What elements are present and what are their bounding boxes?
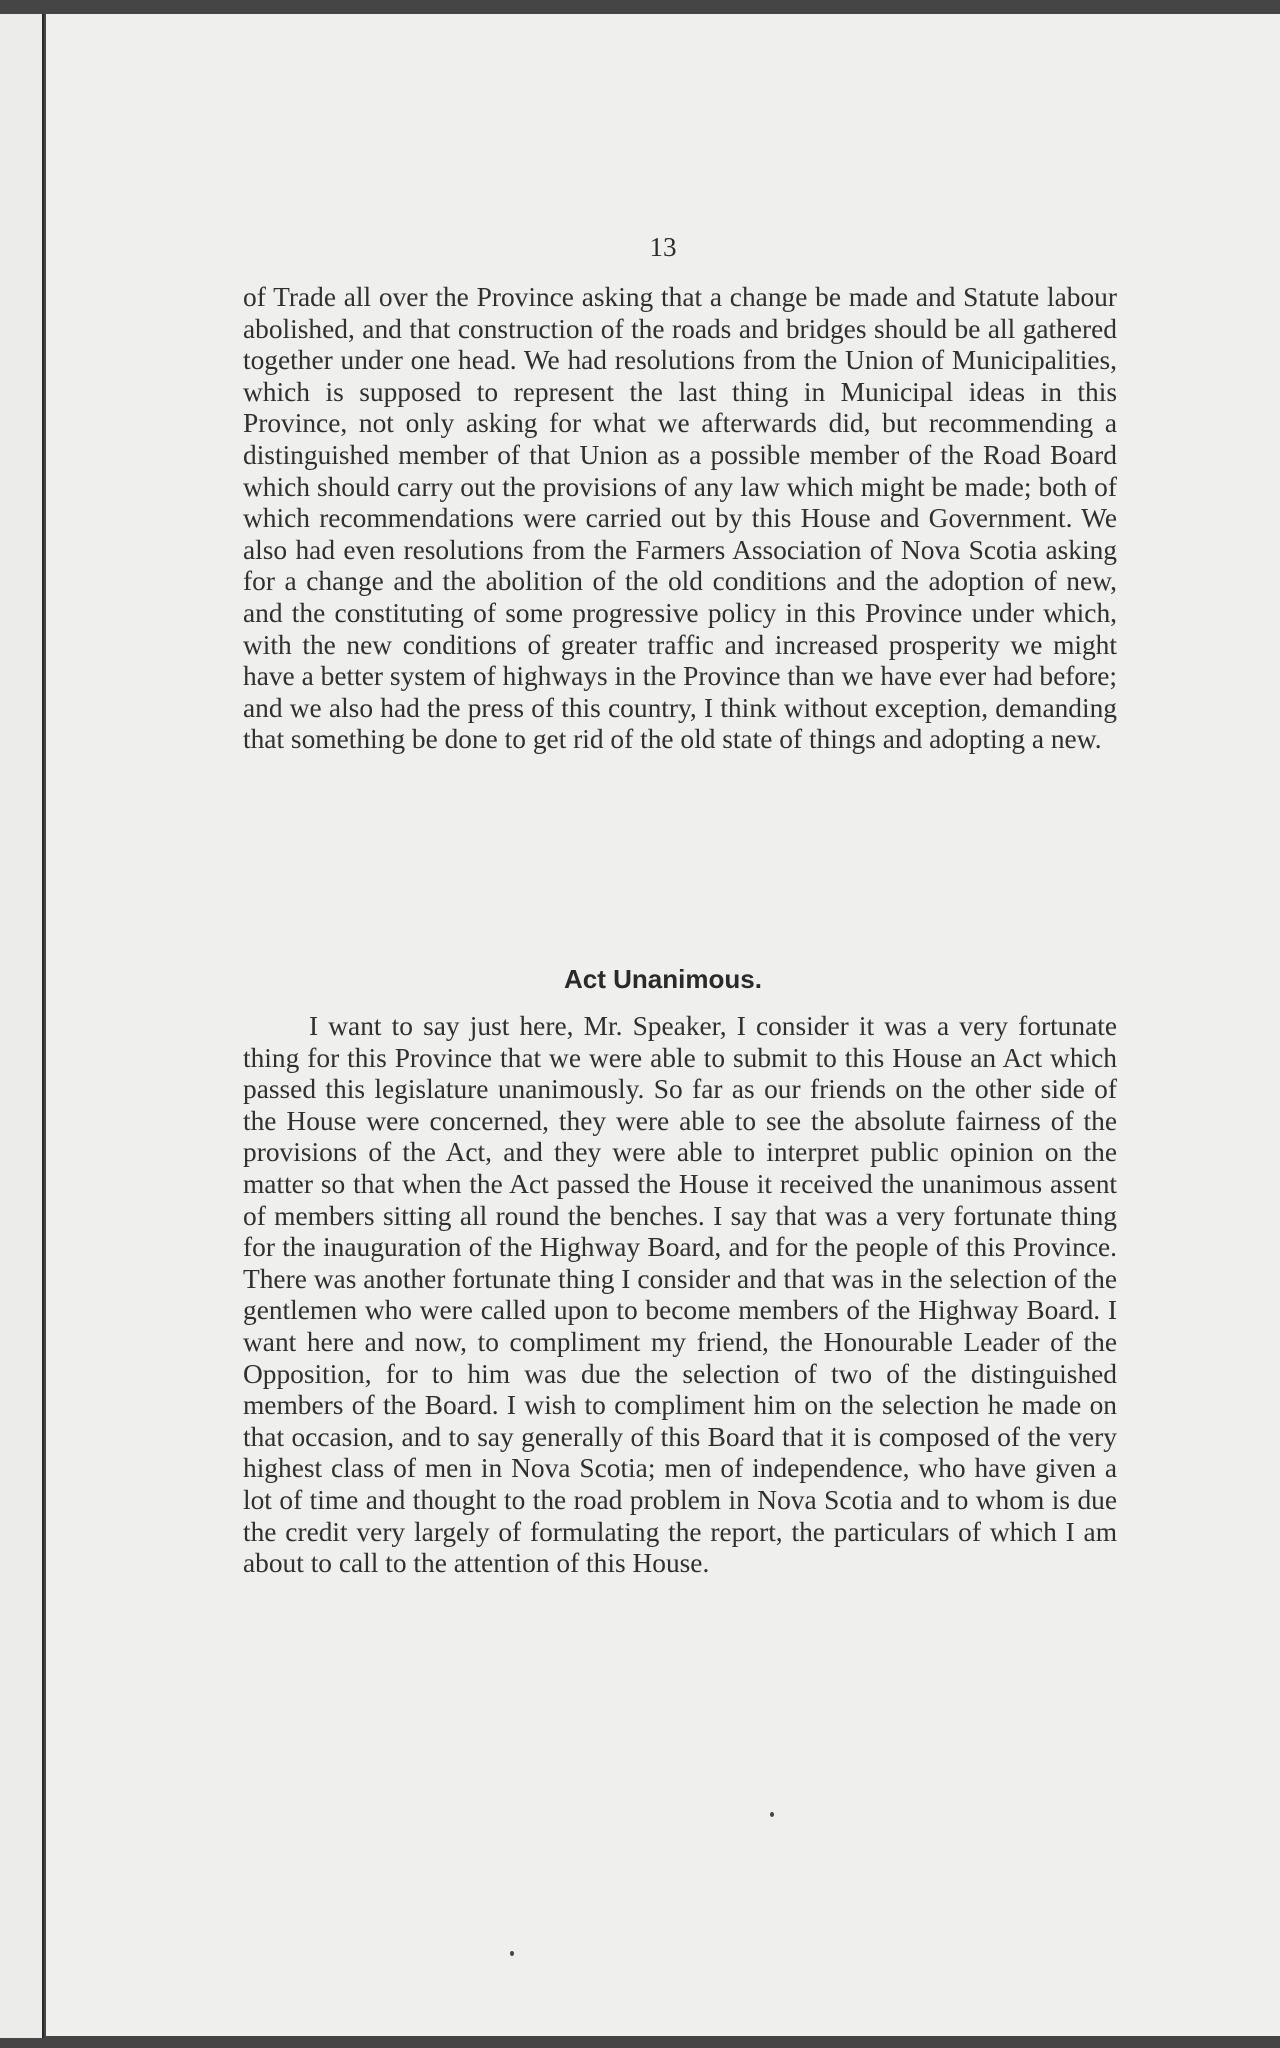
page-number: 13 — [649, 232, 677, 262]
paragraph-1: of Trade all over the Province asking that a change be made and Statute labour abolished, and that construction of the roads and bridges should be all gathered together under one head. We had resolutions from the Union of Municipalities, which is supposed to represent the last thing in Municipal ideas in this Province, not only asking for what we afterwards did, but recommending a distinguished member of that Union as a possible member of the Road Board which should carry out the provisions of any law which might be made; both of which recommendations were carried out by this House and Government. We also had even resolutions from the Farmers Association of Nova Scotia asking for a change and the abolition of the old conditions and the adoption of new, and the constituting of some progressive policy in this Province under which, with the new conditions of greater traffic and increased prosperity we might have a better system of highways in the Province than we have ever had before; and we also had the press of this country, I think without exception, demanding that something be done to get rid of the old state of things and adopting a new. — [243, 282, 1117, 755]
facing-page-edge — [0, 14, 44, 2038]
scan-speck — [770, 1812, 774, 1817]
scan-speck — [510, 1951, 514, 1956]
section-heading: Act Unanimous. — [564, 964, 762, 994]
book-page — [46, 14, 1280, 2036]
paragraph-2: I want to say just here, Mr. Speaker, I consider it was a very fortunate thing for this Province that we were able to submit to this House an Act which passed this legislature unanimously. So far as our friends on the other side of the House were concerned, they were able to see the absolute fairness of the provisions of the Act, and they were able to interpret public opinion on the matter so that when the Act passed the House it received the unanimous assent of members sitting all round the benches. I say that was a very fortunate thing for the inauguration of the Highway Board, and for the people of this Province. There was another fortunate thing I consider and that was in the selection of the gentlemen who were called upon to become members of the Highway Board. I want here and now, to compliment my friend, the Honourable Leader of the Opposition, for to him was due the selection of two of the distinguished members of the Board. I wish to compliment him on the selection he made on that occasion, and to say generally of this Board that it is composed of the very highest class of men in Nova Scotia; men of independence, who have given a lot of time and thought to the road problem in Nova Scotia and to whom is due the credit very largely of formulating the report, the particulars of which I am about to call to the attention of this House. — [243, 1011, 1117, 1579]
